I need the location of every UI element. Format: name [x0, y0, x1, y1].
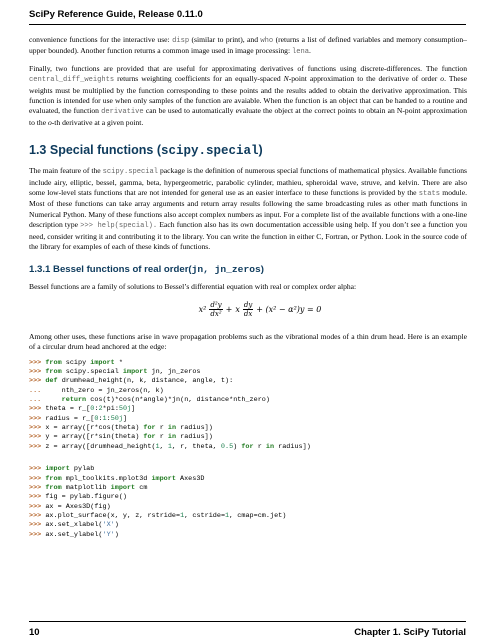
code-line: >>> y = array([r*sin(theta) for r in radius]) — [29, 433, 213, 442]
code-prompt: >>> — [29, 405, 42, 414]
code-prompt: >>> — [29, 511, 42, 520]
code-prompt: >>> — [29, 502, 42, 511]
code-prompt: >>> — [29, 442, 42, 451]
inline-code: who — [260, 37, 274, 45]
code-prompt: ... — [29, 386, 42, 395]
code-line: ... nth_zero = jn_zeros(n, k) — [29, 386, 164, 395]
equation-term: x — [235, 305, 240, 315]
code-prompt: >>> — [29, 465, 42, 474]
inline-code: central_diff_weights — [29, 76, 115, 85]
math-symbol: o — [440, 74, 445, 84]
equation-denominator: dx — [243, 310, 253, 319]
inline-code: disp — [172, 37, 190, 45]
code-prompt: >>> — [29, 521, 42, 530]
running-header: SciPy Reference Guide, Release 0.11.0 — [29, 9, 203, 20]
subsection-title: Bessel functions of real order( — [53, 263, 192, 275]
equation-term: x² — [198, 305, 207, 315]
code-line: >>> ax.plot_surface(x, y, z, rstride=1, cstride=1, cmap=cm.jet) — [29, 511, 287, 520]
inline-code: >>> help(special). — [80, 222, 158, 231]
code-prompt: >>> — [29, 433, 42, 442]
code-line: >>> theta = r_[0:2*pi:50j] — [29, 405, 136, 414]
subsection-title-code: jn, jn_zeros — [191, 263, 261, 275]
section-title-code: scipy.special — [161, 144, 259, 159]
code-prompt: ... — [29, 396, 42, 405]
section-title-suffix: ) — [258, 143, 263, 158]
code-line: >>> ax = Axes3D(fig) — [29, 502, 111, 511]
equation-operator: + — [225, 305, 233, 315]
code-line: >>> from matplotlib import cm — [29, 483, 148, 492]
code-prompt: >>> — [29, 358, 42, 367]
inline-code: lena — [291, 48, 310, 57]
code-block — [29, 359, 467, 452]
bessel-equation — [53, 300, 467, 320]
math-symbol: o — [47, 117, 52, 127]
code-line: ... return cos(t)*cos(n*angle)*jn(n, distance*nth_zero) — [29, 396, 270, 405]
code-prompt: >>> — [29, 414, 42, 423]
paragraph: Bessel functions are a family of solutions to Bessel’s differential equation with real or complex order alpha: — [29, 281, 357, 291]
paragraph: Finally, two functions are provided that are useful for approximating derivatives of functions using discrete-differences. The function central_diff_weights returns weighting coefficients for an equally-spaced N-point approximation to the derivative of order o. These weights must be multiplied by the function corresponding to these points and the results added to obtain the derivative approximation. This function is intended for use when only samples of the function are avaiable. When the function is an object that can be handed to a routine and evaluated, the function derivative can be used to automatically evaluate the object at the correct points to obtain an N-point approximation to the o-th derivative at a given point. — [29, 63, 468, 127]
section-number: 1.3 — [29, 143, 47, 158]
code-line: >>> z = array([drumhead_height(1, 1, r, theta, 0.5) for r in radius]) — [29, 442, 311, 451]
page-body — [29, 35, 467, 540]
chapter-label: Chapter 1. SciPy Tutorial — [354, 627, 466, 638]
code-line: >>> def drumhead_height(n, k, distance, angle, t): — [29, 377, 234, 386]
code-line: >>> x = array([r*cos(theta) for r in radius]) — [29, 424, 213, 433]
code-line: >>> from mpl_toolkits.mplot3d import Axes3D — [29, 474, 205, 483]
header-rule — [29, 24, 466, 25]
inline-code: stats — [418, 190, 441, 199]
code-prompt: >>> — [29, 424, 42, 433]
page-number: 10 — [29, 627, 40, 638]
equation-numerator: d²y — [210, 301, 222, 310]
equation-numerator: dy — [243, 301, 253, 310]
code-prompt: >>> — [29, 377, 42, 386]
subsection-heading — [29, 264, 467, 275]
section-heading — [29, 143, 467, 158]
code-line: >>> radius = r_[0:1:50j] — [29, 414, 128, 423]
code-prompt: >>> — [29, 530, 42, 539]
section-title: Special functions ( — [49, 143, 162, 158]
code-line: >>> ax.set_ylabel('Y') — [29, 530, 119, 539]
code-line: >>> ax.set_xlabel('X') — [29, 521, 119, 530]
code-prompt: >>> — [29, 474, 42, 483]
code-prompt: >>> — [29, 368, 42, 377]
paragraph: Among other uses, these functions arise in wave propagation problems such as the vibrational modes of a thin drum head. Here is an example of a circular drum head anchored at the edge: — [29, 331, 467, 352]
subsection-title-suffix: ) — [260, 263, 264, 275]
inline-code: scipy.special — [102, 168, 158, 177]
code-block — [29, 465, 467, 540]
code-line: >>> import pylab — [29, 465, 95, 474]
code-line: >>> from scipy.special import jn, jn_zeros — [29, 368, 201, 377]
inline-code: derivative — [101, 108, 144, 117]
equation-fraction — [243, 301, 253, 318]
equation-fraction — [209, 301, 222, 318]
paragraph: convenience functions for the interactive use: disp (similar to print), and who (returns a list of defined variables and memory consumption–upper bounded). Another function returns a common image used in image processing: lena. — [29, 35, 467, 57]
paragraph: The main feature of the scipy.special package is the definition of numerous special functions of mathematical physics. Available functions include airy, elliptic, bessel, gamma, beta, hypergeometric, parabolic cylinder, mathieu, spheroidal wave, struve, and kelvin. There are also some low-level stats functions that are not intended for general use as an easier interface to these functions is provided by the stats module. Most of these functions can take array arguments and return array results following the same broadcasting rules as other math functions in Numerical Python. Many of these functions also accept complex numbers as input. For a complete list of the available functions with a one-line description type >>> help(special). Each function also has its own documentation accessible using help. If you don’t see a function you need, consider writing it and contributing it to the library. You can write the function in either C, Fortran, or Python. Look in the source code of the library for examples of each of these kinds of functions. — [29, 166, 467, 252]
code-line: >>> from scipy import * — [29, 358, 123, 367]
code-line: >>> fig = pylab.figure() — [29, 493, 127, 502]
math-symbol: N — [283, 74, 289, 84]
equation-denominator: dx² — [210, 310, 222, 319]
code-prompt: >>> — [29, 483, 42, 492]
code-prompt: >>> — [29, 493, 42, 502]
subsection-number: 1.3.1 — [29, 263, 51, 275]
equation-term: + (x² − α²)y = 0 — [256, 305, 322, 315]
footer-rule — [29, 621, 466, 622]
